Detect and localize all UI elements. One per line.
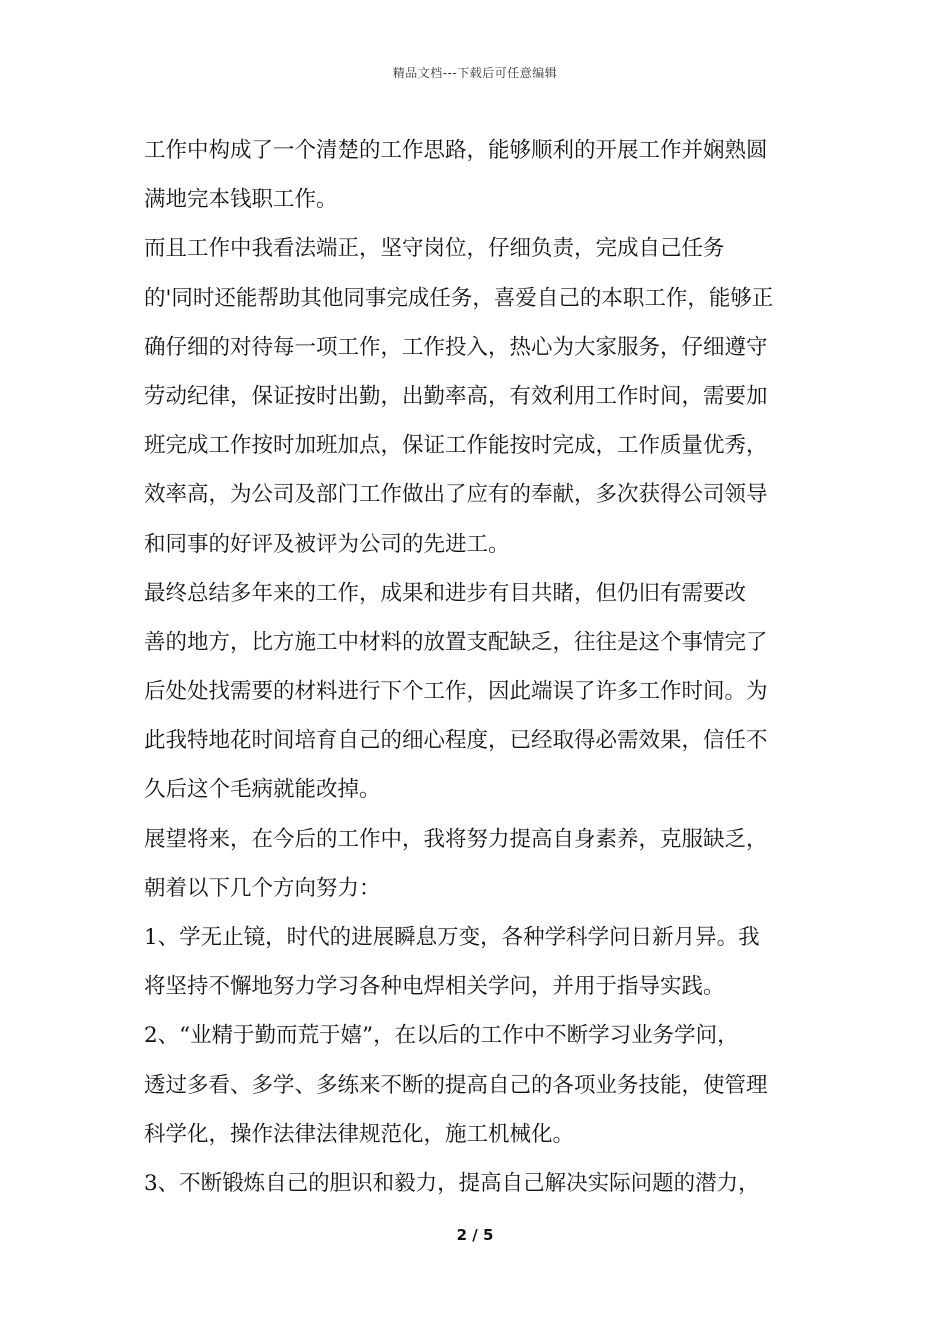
text-line: 满地完本钱职工作。 [144,187,338,213]
text-line: 科学化，操作法律法律规范化，施工机械化。 [144,1121,575,1147]
text-line: 确仔细的对待每一项工作，工作投入，热心为大家服务，仔细遵守 [144,334,768,360]
text-line: 和同事的好评及被评为公司的先进工。 [144,531,510,557]
text-line: 2、“业精于勤而荒于嬉”，在以后的工作中不断学习业务学问， [144,1023,739,1049]
page-header: 精品文档---下载后可任意编辑 [392,66,558,80]
text-line: 工作中构成了一个清楚的工作思路，能够顺利的开展工作并娴熟圆 [144,138,768,163]
text-line: 班完成工作按时加班加点，保证工作能按时完成，工作质量优秀， [144,433,768,459]
text-line: 劳动纪律，保证按时出勤，出勤率高，有效利用工作时间，需要加 [144,383,768,409]
text-line: 1、学无止镜，时代的进展瞬息万变，各种学科学问日新月异。我 [144,925,760,950]
text-line: 而且工作中我看法端正，坚守岗位，仔细负责，完成自己任务 [144,236,725,262]
text-line: 透过多看、多学、多练来不断的提高自己的各项业务技能，使管理 [144,1072,768,1098]
text-line: 朝着以下几个方向努力： [144,875,381,901]
text-line: 后处处找需要的材料进行下个工作，因此端误了许多工作时间。为 [144,679,768,705]
text-line: 展望将来，在今后的工作中，我将努力提高自身素养，克服缺乏， [144,826,768,852]
document-body [144,126,812,1208]
text-line: 此我特地花时间培育自己的细心程度，已经取得必需效果，信任不 [144,728,768,754]
text-line: 善的地方，比方施工中材料的放置支配缺乏，往往是这个事情完了 [144,629,768,655]
text-line: 最终总结多年来的工作，成果和进步有目共睹，但仍旧有需要改 [144,580,747,606]
text-line: 效率高，为公司及部门工作做出了应有的奉献，多次获得公司领导 [144,482,768,508]
text-line: 将坚持不懈地努力学习各种电焊相关学问，并用于指导实践。 [144,974,725,1000]
text-line: 的'同时还能帮助其他同事完成任务，喜爱自己的本职工作，能够正 [144,285,774,311]
text-line: 久后这个毛病就能改掉。 [144,777,381,803]
page-number: 2 / 5 [456,1226,494,1244]
text-line: 3、不断锻炼自己的胆识和毅力，提高自己解决实际问题的潜力， [144,1170,760,1196]
